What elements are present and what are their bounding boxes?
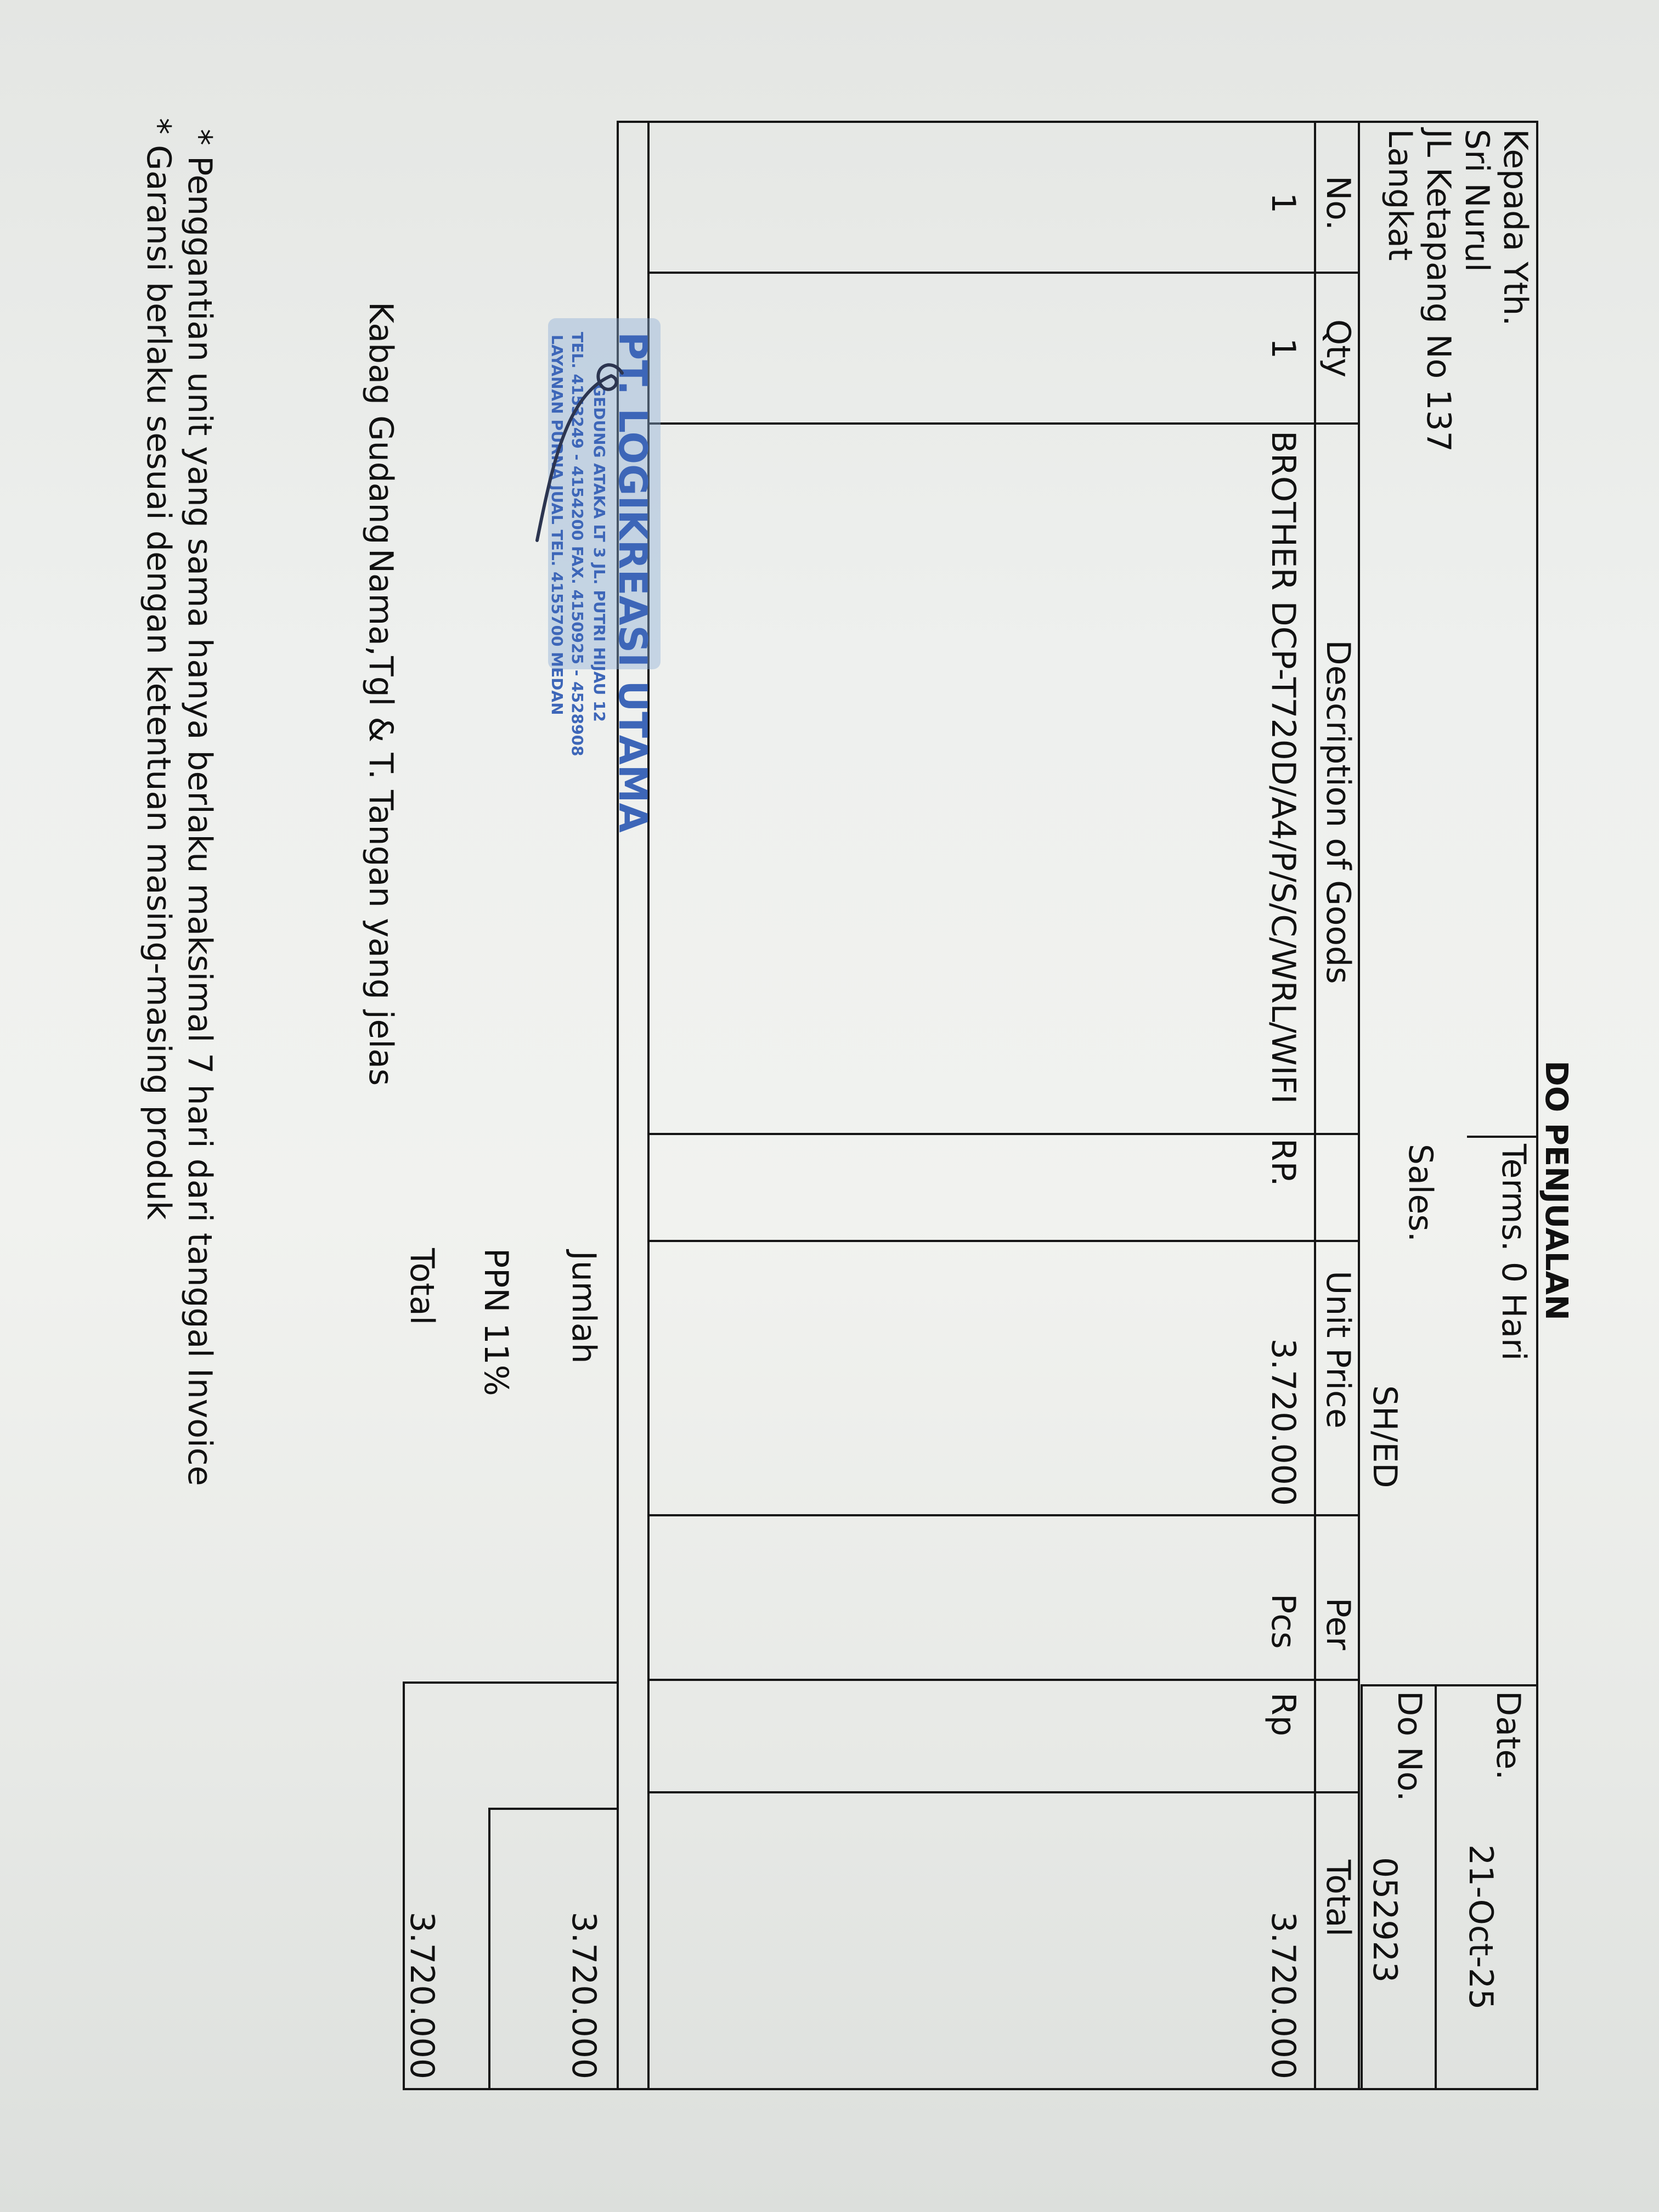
sales-label: Sales. (1401, 1144, 1440, 1242)
date-label: Date. (1489, 1691, 1527, 1780)
column-rule-4 (650, 1240, 1360, 1242)
item-currency: RP. (1264, 1138, 1302, 1187)
grand-total-value: 3.720.000 (403, 1911, 441, 2079)
jumlah-label: Jumlah (565, 1251, 603, 1364)
item-description: BROTHER DCP-T720D/A4/P/S/C/WRL/WIFI (1264, 431, 1302, 1104)
column-header-unit-price: Unit Price (1319, 1271, 1357, 1429)
item-no: 1 (1264, 192, 1302, 214)
sales-code: SH/ED (1365, 1385, 1404, 1488)
column-rule-7 (650, 1791, 1360, 1793)
column-rule-1 (650, 272, 1360, 274)
terms-text: Terms. 0 Hari (1494, 1144, 1533, 1361)
item-qty: 1 (1264, 337, 1302, 359)
column-header-qty: Qty (1319, 319, 1357, 378)
do-number-label: Do No. (1390, 1691, 1429, 1802)
recipient-name: Sri Nurul (1458, 129, 1496, 272)
column-header-total: Total (1319, 1859, 1357, 1937)
recipient-label: Kepada Yth. (1496, 129, 1534, 326)
jumlah-value: 3.720.000 (565, 1911, 603, 2079)
do-number-value: 052923 (1365, 1857, 1404, 1983)
column-rule-5 (650, 1514, 1360, 1516)
totals-inner-divider (488, 1808, 490, 2090)
stamp-address-line: GEDUNG ATAKA LT 3 JL. PUTRI HIJAU 12 (590, 384, 608, 722)
column-header-per: Per (1319, 1598, 1357, 1650)
recipient-address: JL Ketapang No 137 (1419, 129, 1458, 452)
recipient-city: Langkat (1381, 129, 1419, 261)
column-rule-3 (650, 1133, 1360, 1135)
column-header-no: No. (1319, 176, 1357, 230)
stamp-phone-line: TEL. 4153249 - 4154200 FAX. 4150925 - 4528908 (568, 332, 586, 757)
item-per: Pcs (1264, 1594, 1302, 1649)
warehouse-signature-label: Kabag Gudang (362, 302, 400, 545)
receiver-signature-label: Nama,Tgl & T. Tangan yang jelas (362, 549, 400, 1086)
item-unit-price: 3.720.000 (1264, 1338, 1302, 1506)
stamp-company-name: PT. LOGIKREASI UTAMA (610, 332, 655, 833)
column-header-bottom-rule (1314, 121, 1316, 2090)
handwritten-signature (534, 351, 644, 549)
stamp-service-line: LAYANAN PURNA JUAL TEL. 4155700 MEDAN (548, 335, 566, 715)
header-divider-left (1467, 1136, 1538, 1138)
note-replacement: * Penggantian unit yang sama hanya berlaku maksimal 7 hari dari tanggal Invoice (180, 129, 219, 1486)
header-do-divider (1361, 1684, 1363, 2090)
column-header-description: Description of Goods (1319, 640, 1357, 984)
date-value: 21-Oct-25 (1462, 1844, 1500, 2010)
column-rule-6 (650, 1679, 1360, 1681)
ppn-label: PPN 11% (477, 1248, 515, 1396)
item-total: 3.720.000 (1264, 1911, 1302, 2079)
column-rule-2 (650, 422, 1360, 425)
item-total-currency: Rp (1264, 1692, 1302, 1736)
header-date-divider (1435, 1684, 1437, 2090)
column-header-top-rule (1358, 121, 1360, 2090)
document-title: DO PENJUALAN (1538, 1060, 1574, 1321)
note-warranty: * Garansi berlaku sesuai dengan ketentuan masing-masing produk (139, 118, 178, 1220)
grand-total-label: Total (403, 1248, 441, 1325)
header-divider-right (1363, 1684, 1538, 1686)
totals-inner-rule (490, 1808, 617, 1810)
